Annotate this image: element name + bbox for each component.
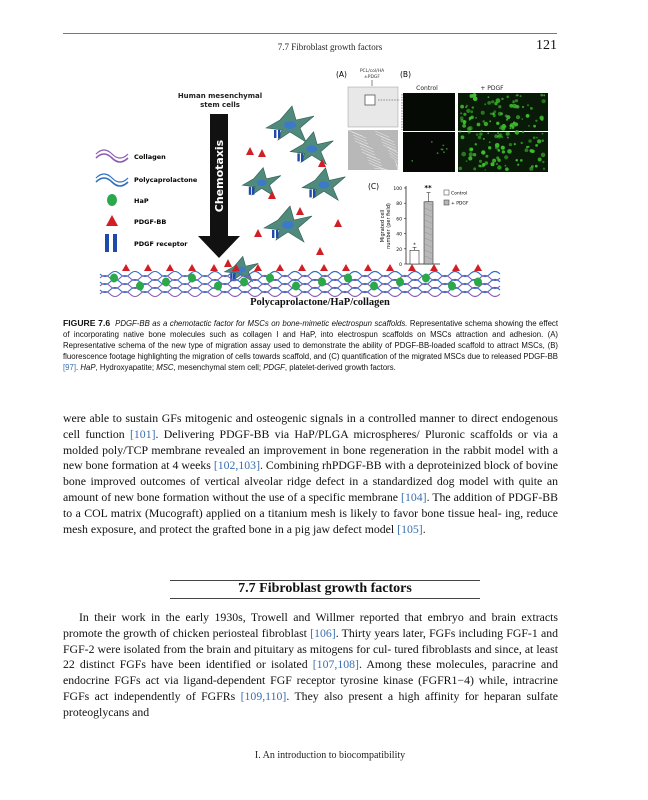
cells-label-line1: Human mesenchymal <box>177 92 263 100</box>
fluorescent-cell <box>520 95 522 97</box>
caption-end: . <box>76 363 81 372</box>
fluorescent-cell <box>481 111 485 115</box>
fluorescent-cell <box>460 119 463 122</box>
caption-title: PDGF-BB as a chemotactic factor for MSCs on bone-mimetic electrospun scaffolds. <box>115 319 408 328</box>
pdgf-molecule <box>254 229 262 237</box>
cell-receptor <box>313 189 315 197</box>
fluorescent-cell <box>509 143 512 146</box>
panel-b-pdgf-label: + PDGF <box>480 85 504 92</box>
fluorescent-cell <box>522 106 524 108</box>
fluorescent-cell <box>541 153 546 158</box>
fluorescent-cell <box>473 153 476 156</box>
fluorescent-cell <box>515 130 520 135</box>
cell-receptor <box>249 187 251 195</box>
fluorescent-cell <box>484 103 486 105</box>
fluorescent-cell <box>521 142 523 144</box>
hap-particle <box>344 274 352 283</box>
fluorescent-cell <box>506 115 510 119</box>
fluorescent-cell <box>535 120 537 122</box>
cell-receptor <box>272 230 274 238</box>
body-paragraph-1 <box>63 411 558 537</box>
y-tick-label: 20 <box>396 247 402 253</box>
fluorescent-cell <box>473 167 476 170</box>
fluorescent-cell <box>541 139 544 142</box>
fluorescent-cell <box>535 165 538 168</box>
stem-cells <box>224 106 345 282</box>
cell-nucleus <box>306 145 317 152</box>
caption-abbr-pdgf-def: , platelet-derived growth factors. <box>284 363 396 372</box>
cell-receptor <box>297 153 299 161</box>
p2-cite-107-108[interactable]: [107,108] <box>312 657 359 672</box>
fluorescent-cell <box>507 149 512 154</box>
p2-text-4: . They also present a high affinity for heparan sulfate proteoglycans and <box>63 688 558 719</box>
fluorescent-cell <box>501 98 503 100</box>
scaffold-pdgf <box>386 264 394 271</box>
fluorescent-cell-control <box>431 141 433 143</box>
hap-particle <box>214 282 222 291</box>
fluorescent-cell <box>467 127 471 131</box>
fluorescent-cell <box>487 132 489 134</box>
pdgf-receptor-icon <box>105 234 109 252</box>
caption-abbr-hap-def: , Hydroxyapatite; <box>95 363 157 372</box>
fluorescent-cell <box>533 125 536 128</box>
fluorescent-cell <box>484 122 488 126</box>
fluorescent-cell <box>542 161 544 163</box>
fluorescent-cell <box>538 158 542 162</box>
running-footer: I. An introduction to biocompatibility <box>254 750 406 761</box>
y-tick-label: 60 <box>396 217 402 223</box>
significance-marker: ** <box>424 184 432 192</box>
fluorescent-cell <box>533 136 536 139</box>
fluorescent-cell <box>512 123 516 127</box>
scaffold-pdgf <box>430 264 438 271</box>
fluorescent-cell <box>488 96 490 98</box>
panel-a-top-line1: PCL/col/HA <box>359 69 385 74</box>
fluorescent-cell <box>542 99 546 103</box>
caption-label: FIGURE 7.6 <box>63 318 111 328</box>
fluorescent-cell <box>460 105 464 109</box>
figure-svg <box>90 64 560 312</box>
cell-nucleus <box>284 121 296 129</box>
legend-hap: HaP <box>134 197 149 205</box>
scaffold-pdgf <box>166 264 174 271</box>
pdgf-triangle-icon <box>106 215 118 226</box>
fluorescent-cell <box>528 125 530 127</box>
panel-b-control-bottom <box>403 132 455 172</box>
fluorescent-cell <box>522 131 524 133</box>
fluorescent-cell <box>517 164 519 166</box>
fluorescent-cell <box>498 149 501 152</box>
fluorescent-cell-control <box>437 152 439 154</box>
fluorescent-cell <box>505 167 509 171</box>
hap-particle <box>162 278 170 287</box>
p2-text-2: . Thirty years later, FGFs including FGF-1 and FGF-2 were isolated from the brain and pituitary as mitogens for cul- tured fibroblasts and since, at least 22 distinct FGFs have been identified or isolated <box>63 625 558 672</box>
fluorescent-cell <box>522 118 524 120</box>
fluorescent-cell <box>496 122 499 125</box>
fluorescent-cell <box>493 114 496 117</box>
hap-particle <box>474 278 482 287</box>
scaffold-pdgf <box>408 264 416 271</box>
cell-nucleus <box>282 221 294 229</box>
hap-particle <box>266 274 274 283</box>
fluorescent-cell <box>472 106 474 108</box>
panel-b-control-top <box>403 93 455 131</box>
p1-cite-101[interactable]: [101] <box>129 426 156 441</box>
y-axis-label: Migrated cell <box>380 209 386 243</box>
pdgf-molecule <box>296 207 304 215</box>
fluorescent-cell <box>479 160 482 163</box>
fluorescent-cell <box>539 116 543 120</box>
fluorescent-cell <box>495 146 499 150</box>
fluorescent-cell <box>491 162 495 166</box>
control-asterisk: * <box>413 242 416 249</box>
fluorescent-cell <box>540 94 543 97</box>
scaffold-pdgf <box>474 264 482 271</box>
legend-polycaprolactone: Polycaprolactone <box>134 176 198 184</box>
p2-cite-106[interactable]: [106] <box>310 625 336 640</box>
fluorescent-cell <box>504 155 508 159</box>
fluorescent-cell <box>492 159 496 163</box>
scaffold-pdgf <box>144 264 152 271</box>
panel-a-scaffold <box>365 95 375 105</box>
p1-cite-102-103[interactable]: [102,103] <box>213 458 261 473</box>
cell-receptor <box>309 189 311 197</box>
scaffold-fiber <box>100 276 500 281</box>
cells-label-line2: stem cells <box>200 101 240 109</box>
scaffold-pdgf <box>122 264 130 271</box>
fluorescent-cell <box>487 101 491 105</box>
fluorescent-cell <box>461 135 465 139</box>
p2-text-1: In their work in the early 1930s, Trowell and Willmer reported that embryo and brain extracts promote the growth of chicken periosteal fibroblast <box>63 610 558 640</box>
fluorescent-cell <box>542 133 544 135</box>
p1-text-5: . <box>422 521 426 536</box>
fluorescent-cell <box>530 149 534 153</box>
fluorescent-cell <box>465 106 467 108</box>
page-number: 121 <box>536 38 557 53</box>
chemotaxis-label: Chemotaxis <box>213 139 226 213</box>
fluorescent-cell <box>498 112 502 116</box>
hap-particle <box>370 282 378 291</box>
fluorescent-cell <box>489 141 491 143</box>
scaffold-pdgf <box>364 264 372 271</box>
hap-particle <box>318 278 326 287</box>
fluorescent-cell <box>527 104 529 106</box>
cell-receptor <box>276 230 278 238</box>
fluorescent-cell <box>481 150 485 154</box>
panel-a-top-line2: ±PDGF <box>363 75 381 80</box>
fluorescent-cell <box>477 123 481 127</box>
body-paragraph-2 <box>63 610 558 721</box>
pdgf-molecule <box>258 149 266 157</box>
fluorescent-cell <box>515 99 518 102</box>
fluorescent-cell <box>497 158 500 161</box>
fluorescent-cell <box>483 138 485 140</box>
fluorescent-cell <box>507 137 509 139</box>
panel-b-label: (B) <box>400 70 411 79</box>
fluorescent-cell <box>506 132 510 136</box>
fluorescent-cell <box>482 163 486 167</box>
panel-a-label: (A) <box>336 70 347 79</box>
p1-text-1: were able to sustain GFs mitogenic and osteogenic signals in a controlled manner to direct endogenous cell function <box>63 411 558 441</box>
fluorescent-cell <box>480 130 482 132</box>
cell-receptor <box>278 130 280 138</box>
scaffold-pdgf <box>320 264 328 271</box>
figure-caption <box>63 318 558 373</box>
caption-abbr-hap: HaP <box>80 363 96 372</box>
p1-cite-104[interactable]: [104] <box>401 489 427 504</box>
fluorescent-cell <box>525 148 529 152</box>
caption-abbr-msc-def: , mesenchymal stem cell; <box>173 363 264 372</box>
fluorescent-cell <box>478 165 481 168</box>
fluorescent-cell <box>466 109 470 113</box>
fluorescent-cell <box>488 146 491 149</box>
hap-particle <box>188 274 196 283</box>
figure-7-6 <box>90 64 560 312</box>
caption-abbr-pdgf: PDGF <box>263 363 285 372</box>
fluorescent-cell <box>543 168 545 170</box>
fluorescent-cell <box>485 169 487 171</box>
pdgf-molecule <box>224 259 232 267</box>
pdgf-molecule <box>334 219 342 227</box>
hap-dot-icon <box>107 194 117 206</box>
fluorescent-cell <box>489 120 491 122</box>
hap-particle <box>292 282 300 291</box>
p1-text-3: . Combining rhPDGF-BB with a deproteinized block of bovine bone improved outcomes of vertical alveolar ridge defect in a standardized dog model with quite an amount of new bone formation without the use of a specific membrane <box>63 458 558 504</box>
fluorescent-cell <box>520 159 523 162</box>
fluorescent-cell <box>490 113 492 115</box>
chart-legend-swatch <box>444 190 449 195</box>
hap-particle <box>240 278 248 287</box>
cell-receptor <box>274 130 276 138</box>
fluorescent-cell <box>475 143 477 145</box>
fluorescent-cell <box>473 97 478 102</box>
scaffold-fibers <box>100 264 500 297</box>
fluorescent-cell <box>485 155 488 158</box>
fluorescent-cell <box>497 132 499 134</box>
hap-particle <box>110 274 118 283</box>
fluorescent-cell <box>516 115 520 119</box>
fluorescent-cell <box>469 152 473 156</box>
fluorescent-cell <box>535 144 538 147</box>
fluorescent-cell <box>470 116 474 120</box>
p2-text-3: . Among these molecules, paracrine and endocrine FGFs act via ligand-dependent FGF receptor tyrosine kinase (FGFR1−4) while, intracrine FGFs act independently of FGFRs <box>63 657 559 703</box>
fluorescent-cell <box>491 100 494 103</box>
chart-legend-label: + PDGF <box>451 201 469 207</box>
fluorescent-cell-control <box>411 160 413 162</box>
scaffold-fiber <box>100 272 500 277</box>
bar-control <box>410 250 419 264</box>
pdgf-receptor-icon-2 <box>113 234 117 252</box>
fluorescent-cell <box>528 146 530 148</box>
hap-particle <box>422 274 430 283</box>
fluorescent-cell <box>536 137 538 139</box>
p2-cite-109-110[interactable]: [109,110] <box>240 688 287 703</box>
fluorescent-cell <box>476 133 479 136</box>
fluorescent-cell <box>510 127 512 129</box>
hap-particle <box>448 282 456 291</box>
legend-pdgf-receptor: PDGF receptor <box>134 240 188 248</box>
y-tick-label: 100 <box>393 187 402 192</box>
fluorescent-cell-control <box>446 148 448 150</box>
fluorescent-cell <box>505 165 507 167</box>
fluorescent-cell <box>459 167 463 171</box>
fluorescent-cell <box>468 131 471 134</box>
cell-receptor <box>301 153 303 161</box>
scaffold-fiber <box>100 288 500 293</box>
chart-legend-label: Control <box>451 191 468 197</box>
fluorescent-cell-control <box>442 149 444 151</box>
fluorescent-cell <box>500 125 502 127</box>
fluorescent-cell <box>526 114 530 118</box>
scaffold-pdgf <box>276 264 284 271</box>
fluorescent-cell <box>494 102 497 105</box>
scaffold-label: Polycaprolactone/HaP/collagen <box>250 297 390 308</box>
pdgf-molecule <box>246 147 254 155</box>
fluorescent-cell <box>470 110 473 113</box>
panel-b-control-label: Control <box>416 85 438 92</box>
y-axis-label: number (per field) <box>386 203 392 249</box>
header-rule <box>63 33 557 34</box>
caption-cite[interactable]: [97] <box>63 363 77 372</box>
fluorescent-cell <box>512 102 514 104</box>
fluorescent-cell <box>501 146 505 150</box>
scaffold-pdgf <box>298 264 306 271</box>
legend-collagen: Collagen <box>134 153 166 161</box>
fluorescent-cell <box>462 124 466 128</box>
cell-nucleus <box>257 180 267 186</box>
fluorescent-cell <box>516 94 518 96</box>
fluorescent-cell <box>502 124 506 128</box>
panel-c-chart <box>380 184 469 268</box>
fluorescent-cell <box>497 165 501 169</box>
scaffold-fiber <box>100 292 500 297</box>
p1-cite-105[interactable]: [105] <box>397 521 423 536</box>
fluorescent-cell <box>499 127 502 130</box>
legend-pdgf: PDGF-BB <box>134 218 167 226</box>
fluorescent-cell <box>470 94 474 98</box>
fluorescent-cell <box>514 143 516 145</box>
schema-legend <box>96 150 198 252</box>
y-tick-label: 0 <box>399 263 402 268</box>
p1-text-2: . Delivering PDGF-BB via HaP/PLGA microspheres/ Pluronic scaffolds or via a molded poly/TCP membrane revealed an improvement in bone regeneration in the rabbit model with a new bone formation at 4 weeks <box>63 426 558 473</box>
fluorescent-cell <box>459 130 462 133</box>
scaffold-pdgf <box>342 264 350 271</box>
y-tick-label: 40 <box>396 232 402 238</box>
fluorescent-cell <box>502 150 505 153</box>
fluorescent-cell <box>537 139 541 143</box>
fluorescent-cell <box>463 113 466 116</box>
scaffold-pdgf <box>452 264 460 271</box>
fluorescent-cell <box>468 156 472 160</box>
pdgf-molecule <box>316 247 324 255</box>
fluorescent-cell <box>496 163 498 165</box>
cell-receptor <box>252 187 254 195</box>
scaffold-pdgf <box>188 264 196 271</box>
fluorescent-cell <box>460 112 462 114</box>
fluorescent-cell <box>515 159 517 161</box>
y-tick-label: 80 <box>396 202 402 208</box>
fluorescent-cell <box>530 107 533 110</box>
running-header: 7.7 Fibroblast growth factors <box>277 42 383 52</box>
fluorescent-cell-control <box>443 151 445 153</box>
scaffold-pdgf <box>210 264 218 271</box>
fluorescent-cell <box>498 105 501 108</box>
fluorescent-cell <box>461 152 466 157</box>
chemotaxis-arrow-head <box>198 236 240 258</box>
caption-abbr-msc: MSC <box>156 363 174 372</box>
fluorescent-cell <box>506 96 509 99</box>
panel-a-well <box>348 87 398 127</box>
scaffold-fiber <box>100 280 500 285</box>
hap-particle <box>396 278 404 287</box>
chart-legend-swatch <box>444 200 449 205</box>
hap-particle <box>136 282 144 291</box>
fluorescent-cell <box>466 160 468 162</box>
fluorescent-cell <box>512 104 517 109</box>
fluorescent-cell <box>470 148 473 151</box>
fluorescent-cell <box>499 133 503 137</box>
section-heading: 7.7 Fibroblast growth factors <box>238 581 412 596</box>
fluorescent-cell <box>528 139 531 142</box>
cell-nucleus <box>318 181 329 188</box>
fluorescent-cell <box>531 165 534 168</box>
fluorescent-cell <box>479 132 482 135</box>
fluorescent-cell-control <box>442 145 444 147</box>
caption-text: Representative schema showing the effect of incorporating native bone molecules such as collagen I and HaP, into electrospun scaffolds on MSCs attraction and adhesion. (A) Representative schema of the new type of migration assay used to demonstrate the ability of PDGF-BB-loaded scaffold to attract MSCs, (B) fluorescence footage highlighting the migration of cells towards scaffold, and (C) quantification of the migrated MSCs due to released PDGF-BB <box>63 319 558 361</box>
fluorescent-cell <box>478 136 482 140</box>
p1-text-4: . The addition of PDGF-BB to a COL matrix (Mucograft) applied on a titanium mesh is likely to favor bone tissue heal- ing, reduce mesh exposure, and protect the grafted bone in a pig jaw defect model <box>63 489 558 536</box>
fluorescent-cell <box>475 117 477 119</box>
panel-c-label: (C) <box>368 182 380 191</box>
section-rule-bottom <box>170 598 480 599</box>
fluorescent-cell <box>543 94 545 96</box>
